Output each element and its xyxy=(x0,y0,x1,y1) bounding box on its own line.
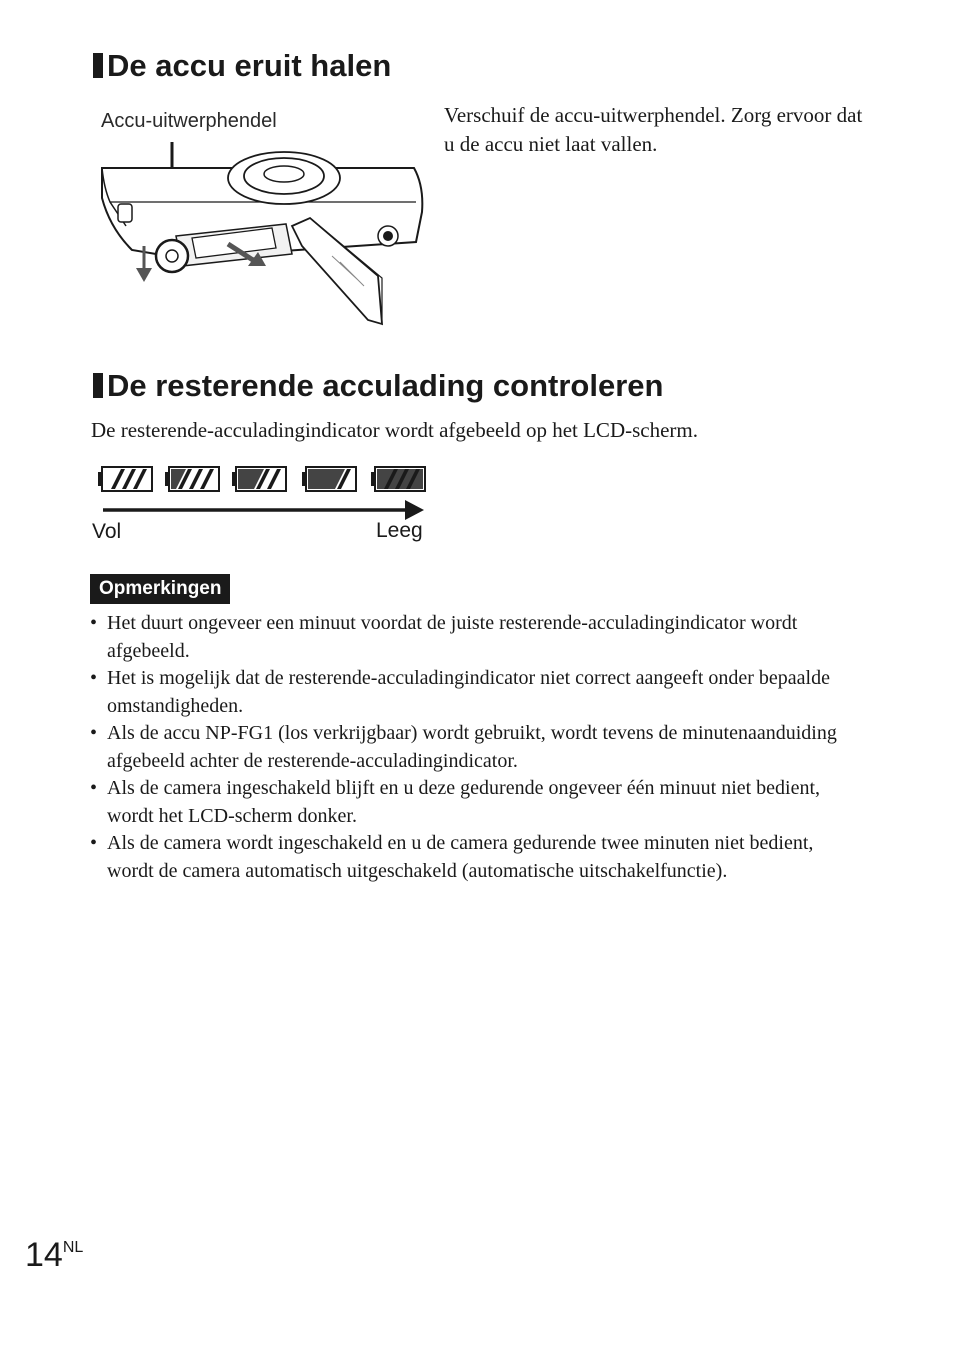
bullet: • xyxy=(90,777,98,799)
notes-badge: Opmerkingen xyxy=(90,574,230,604)
section-heading-remove-battery xyxy=(93,48,391,84)
list-item xyxy=(90,775,850,830)
label-full: Vol xyxy=(92,520,122,543)
list-item xyxy=(90,610,850,665)
list-item xyxy=(90,665,850,720)
page-footer xyxy=(25,1236,83,1275)
charge-indicator-intro: De resterende-acculadingindicator wordt afgebeeld op het LCD-scherm. xyxy=(91,418,698,442)
bullet: • xyxy=(90,832,98,854)
bullet: • xyxy=(90,667,98,689)
note-text: Als de camera ingeschakeld blijft en u deze gedurende ongeveer één minuut niet bedient, wordt het LCD-scherm donker. xyxy=(107,777,821,827)
figure-label-eject-lever: Accu-uitwerphendel xyxy=(101,110,277,132)
list-item xyxy=(90,720,850,775)
list-item xyxy=(90,830,850,885)
battery-level-icon-full xyxy=(97,466,155,494)
bullet: • xyxy=(90,612,98,634)
heading-marker xyxy=(93,53,103,78)
note-text: Het is mogelijk dat de resterende-acculadingindicator niet correct aangeeft onder bepaalde omstandigheden. xyxy=(107,667,830,717)
heading-text: De accu eruit halen xyxy=(107,48,392,83)
battery-level-icon-half xyxy=(231,466,289,494)
bullet: • xyxy=(90,722,98,744)
page-language: NL xyxy=(62,1239,84,1256)
battery-level-icon-empty xyxy=(370,466,428,494)
heading-marker xyxy=(93,373,103,398)
battery-level-icon-quarter xyxy=(301,466,359,494)
remove-battery-description: Verschuif de accu-uitwerphendel. Zorg ervoor dat u de accu niet laat vallen. xyxy=(444,103,863,156)
note-text: Als de camera wordt ingeschakeld en u de camera gedurende twee minuten niet bedient, wordt de camera automatisch uitgeschakeld (automatische uitschakelfunctie). xyxy=(107,832,814,882)
heading-text: De resterende acculading controleren xyxy=(107,368,664,403)
notes-list xyxy=(90,610,850,885)
label-empty: Leeg xyxy=(376,519,423,542)
note-text: Het duurt ongeveer een minuut voordat de juiste resterende-acculadingindicator wordt afgebeeld. xyxy=(107,612,798,662)
page-number: 14 xyxy=(25,1236,63,1274)
section-heading-check-charge xyxy=(93,368,663,404)
note-text: Als de accu NP-FG1 (los verkrijgbaar) wordt gebruikt, wordt tevens de minutenaanduiding afgebeeld achter de resterende-acculadingindicator. xyxy=(107,722,837,772)
battery-level-icon-three-quarters xyxy=(164,466,222,494)
camera-battery-illustration xyxy=(96,138,432,330)
